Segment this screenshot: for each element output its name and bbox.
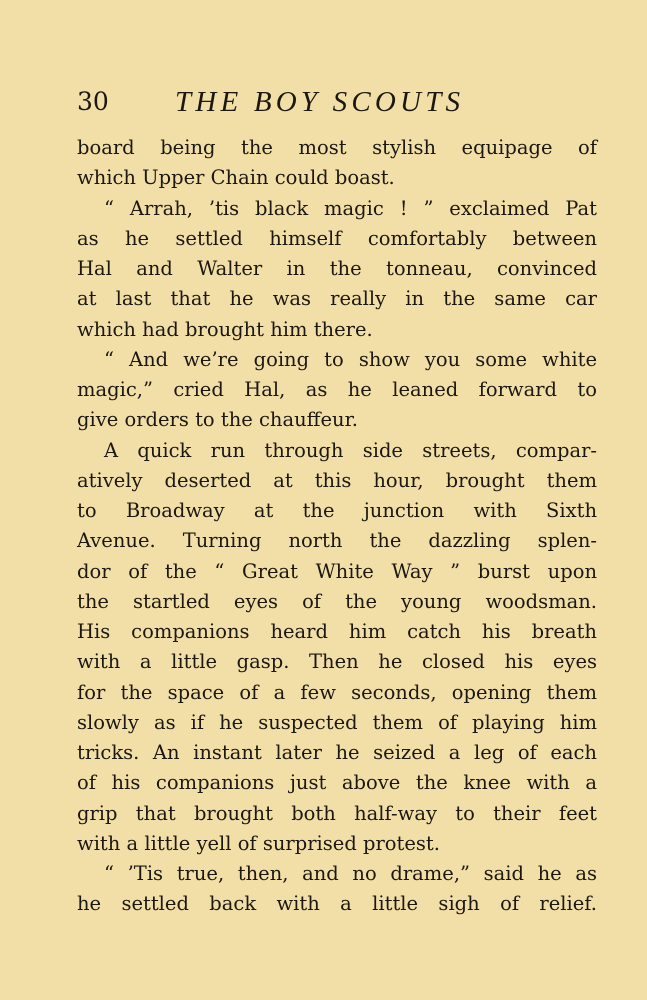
running-head: THE BOY SCOUTS (175, 86, 465, 118)
text-line: he settled back with a little sigh of relief. (77, 892, 597, 916)
text-line: with a little yell of surprised protest. (77, 831, 440, 855)
text-line: magic,” cried Hal, as he leaned forward to (77, 378, 597, 401)
text-line: tricks. An instant later he seized a leg of each (77, 741, 597, 764)
text-line: “ ’Tis true, then, and no drame,” said he as (104, 862, 597, 885)
text-line: as he settled himself comfortably between (77, 226, 597, 250)
text-line: with a little gasp. Then he closed his eyes (77, 650, 597, 674)
text-line: slowly as if he suspected them of playing him (77, 710, 597, 734)
text-line: of his companions just above the knee with a (77, 771, 597, 795)
text-line: “ And we’re going to show you some white (104, 347, 597, 371)
page-header (77, 84, 597, 120)
text-line: board being the most stylish equipage of (77, 136, 597, 159)
body-text (77, 133, 597, 920)
text-line: Avenue. Turning north the dazzling splen- (77, 529, 597, 553)
text-line: A quick run through side streets, compar- (104, 438, 597, 462)
text-line: which Upper Chain could boast. (77, 166, 395, 190)
text-line: at last that he was really in the same car (77, 287, 597, 311)
text-line: which had brought him there. (77, 317, 373, 341)
text-line: atively deserted at this hour, brought them (77, 468, 597, 492)
text-line: “ Arrah, ’tis black magic ! ” exclaimed Pat (104, 196, 597, 220)
text-line: His companions heard him catch his breath (77, 620, 597, 643)
text-line: Hal and Walter in the tonneau, convinced (77, 257, 597, 280)
text-line: give orders to the chauffeur. (77, 408, 358, 432)
page-number: 30 (77, 87, 109, 116)
text-line: grip that brought both half-way to their feet (77, 801, 597, 825)
text-line: the startled eyes of the young woodsman. (77, 589, 597, 613)
text-line: for the space of a few seconds, opening them (77, 680, 597, 704)
text-line: dor of the “ Great White Way ” burst upon (77, 559, 597, 583)
text-line: to Broadway at the junction with Sixth (77, 499, 597, 522)
